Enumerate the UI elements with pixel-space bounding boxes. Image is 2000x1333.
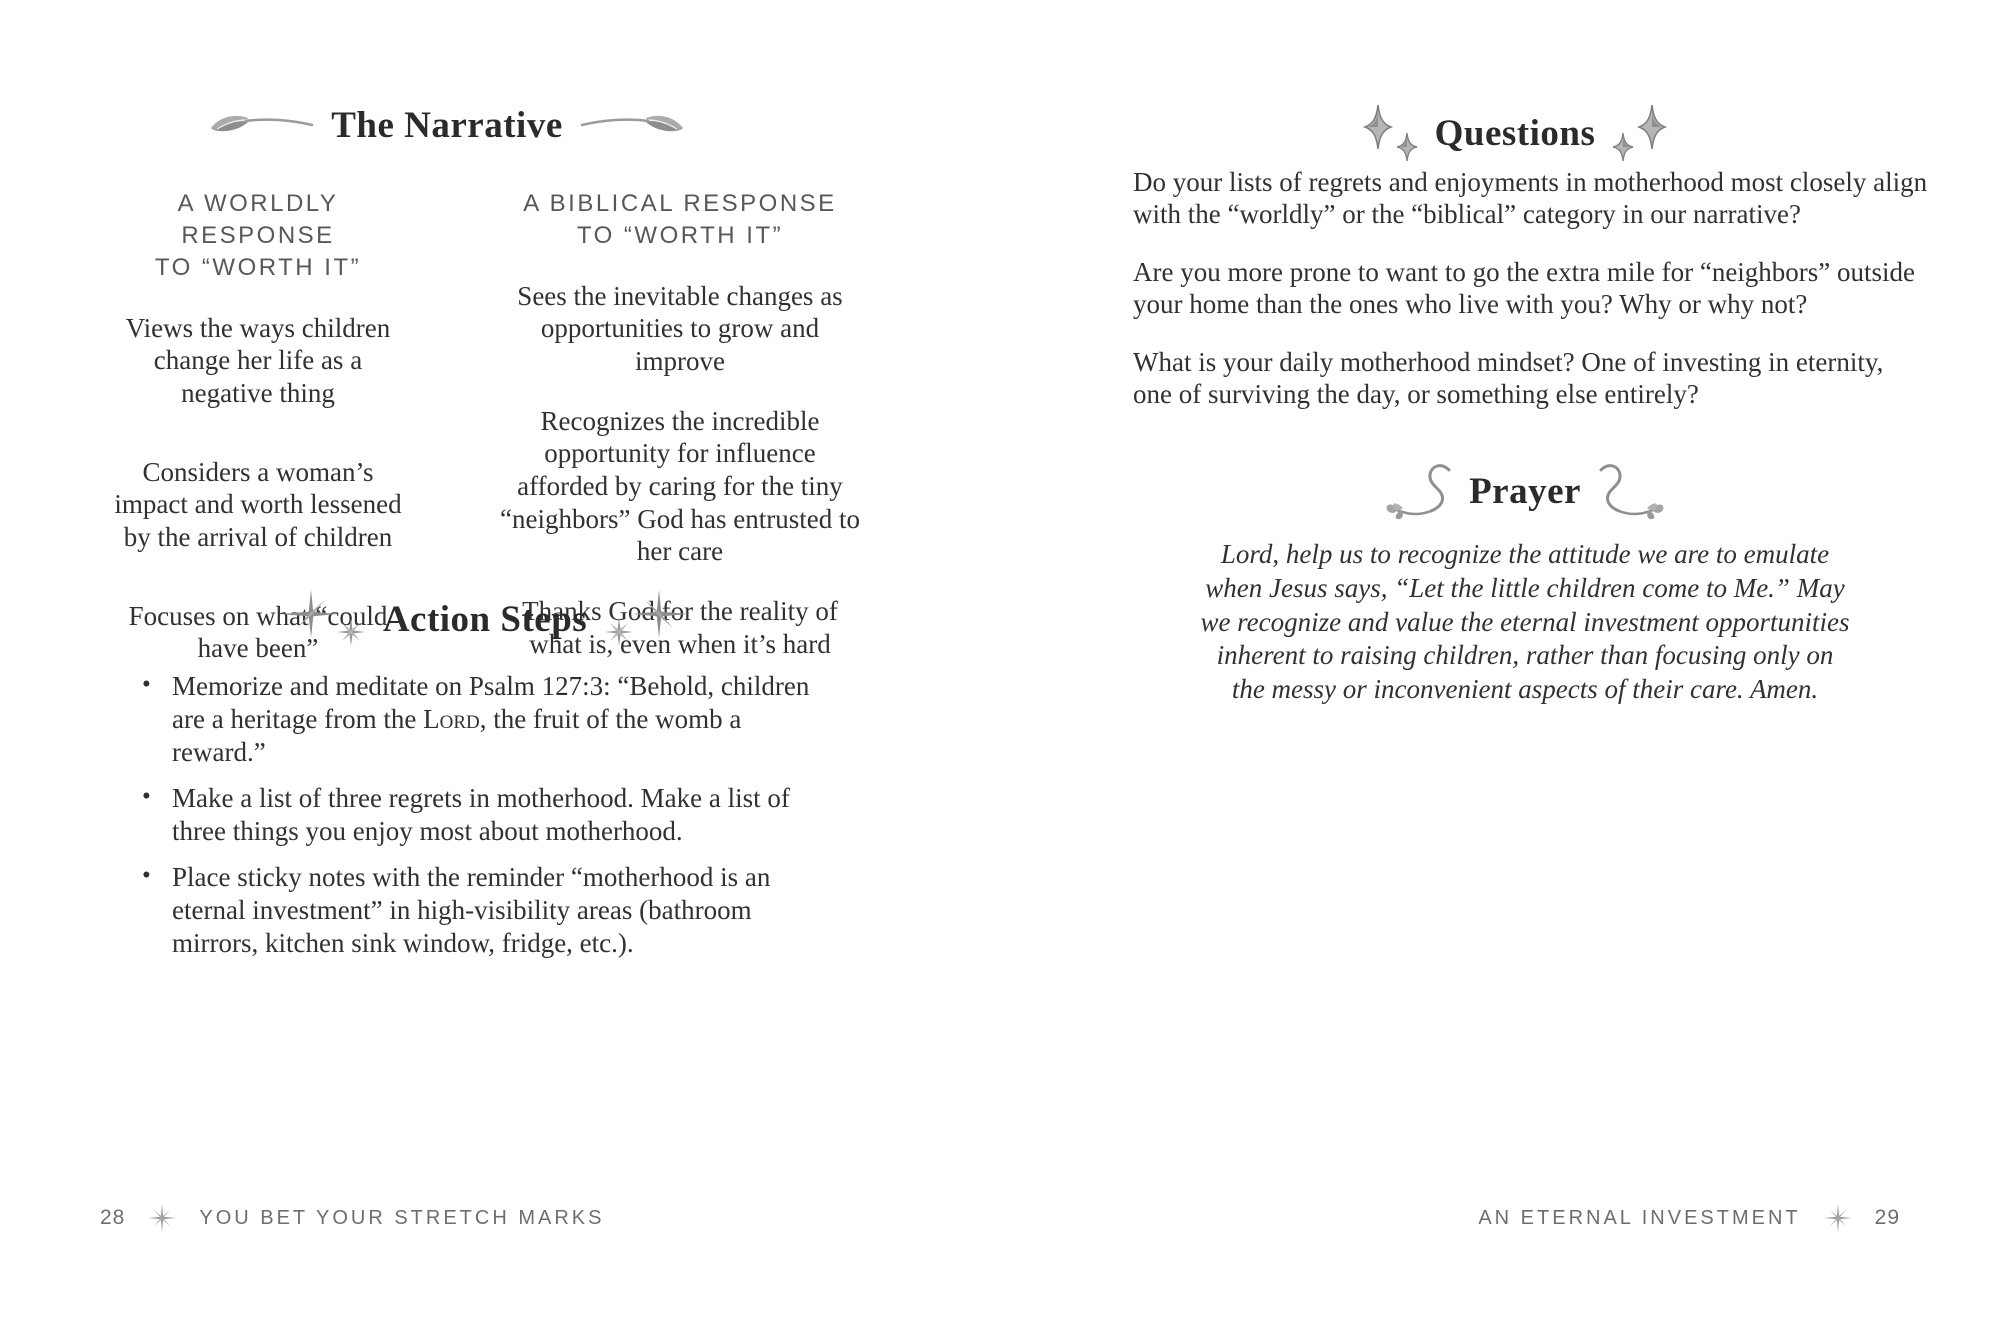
left-page-footer bbox=[100, 1203, 604, 1233]
right-page-number: 29 bbox=[1874, 1206, 1900, 1229]
prayer-line: inherent to raising children, rather than focusing only on bbox=[1216, 640, 1834, 671]
action-step-text-smallcaps: Lord bbox=[423, 703, 480, 734]
worldly-header-line2: TO “WORTH IT” bbox=[154, 253, 362, 281]
action-steps-title: Action Steps bbox=[382, 598, 588, 640]
worldly-item: Focuses on what “could have been” bbox=[128, 600, 388, 664]
worldly-header-line1: A WORLDLY RESPONSE bbox=[177, 190, 339, 249]
question-item: What is your daily motherhood mindset? One of investing in eternity, one of surviving the day, or something else entirely? bbox=[1133, 346, 1884, 409]
action-steps-list bbox=[140, 670, 820, 973]
bullet-icon: • bbox=[142, 671, 151, 698]
action-steps-heading bbox=[185, 588, 785, 650]
prayer-text bbox=[1195, 538, 1855, 707]
questions-heading bbox=[1215, 101, 1815, 165]
prayer-line: Lord, help us to recognize the attitude we are to emulate bbox=[1220, 539, 1830, 569]
prayer-line: we recognize and value the eternal investment opportunities bbox=[1200, 606, 1850, 637]
action-step-item bbox=[140, 782, 820, 848]
bullet-icon: • bbox=[142, 782, 151, 810]
sparkle-stars-icon bbox=[279, 588, 367, 650]
book-title: YOU BET YOUR STRETCH MARKS bbox=[199, 1206, 605, 1229]
biblical-header-line2: TO “WORTH IT” bbox=[576, 221, 784, 249]
vine-flourish-icon bbox=[1383, 462, 1453, 520]
action-step-text-suffix: , the fruit of the womb a reward.” bbox=[172, 703, 742, 767]
question-item: Are you more prone to want to go the extra mile for “neighbors” outside your home than the ones who live with you? Why or why not? bbox=[1133, 256, 1916, 320]
sparkle-stars-icon bbox=[603, 588, 691, 650]
worldly-column-header bbox=[108, 188, 408, 284]
chapter-title: AN ETERNAL INVESTMENT bbox=[1478, 1206, 1801, 1229]
prayer-title: Prayer bbox=[1469, 470, 1581, 512]
sparkle-star-icon bbox=[147, 1203, 177, 1233]
prayer-line: when Jesus says, “Let the little children come to Me.” May bbox=[1205, 572, 1845, 603]
biblical-column-header bbox=[500, 188, 860, 252]
diamond-sparkles-icon bbox=[1611, 101, 1673, 165]
action-step-item bbox=[140, 670, 820, 769]
action-step-text-prefix: Memorize and meditate on Psalm 127:3: “Behold, children are a heritage from the bbox=[172, 671, 810, 734]
action-step-text: Make a list of three regrets in motherhood. Make a list of three things you enjoy most about motherhood. bbox=[172, 782, 790, 846]
right-page-footer bbox=[1478, 1203, 1900, 1233]
question-item: Do your lists of regrets and enjoyments in motherhood most closely align with the “worldly” or the “biblical” category in our narrative? bbox=[1133, 167, 1928, 230]
questions-list bbox=[1133, 166, 1928, 435]
biblical-item: Sees the inevitable changes as opportunities to grow and improve bbox=[517, 280, 843, 377]
worldly-item: Views the ways children change her life as a negative thing bbox=[125, 312, 391, 409]
prayer-line: the messy or inconvenient aspects of their care. Amen. bbox=[1231, 674, 1819, 704]
biblical-item: Thanks God for the reality of what is, even when it’s hard bbox=[522, 596, 838, 659]
leaf-flourish-icon bbox=[579, 111, 687, 141]
action-step-item bbox=[140, 861, 820, 960]
biblical-item: Recognizes the incredible opportunity for influence afforded by caring for the tiny “neighbors” God has entrusted to her care bbox=[500, 405, 860, 567]
bullet-icon: • bbox=[142, 861, 151, 889]
questions-title: Questions bbox=[1434, 112, 1596, 154]
biblical-header-line1: A BIBLICAL RESPONSE bbox=[523, 190, 837, 217]
left-page-number: 28 bbox=[100, 1206, 126, 1229]
worldly-item: Considers a woman’s impact and worth lessened by the arrival of children bbox=[114, 456, 402, 552]
prayer-heading bbox=[1225, 462, 1825, 520]
sparkle-star-icon bbox=[1823, 1203, 1853, 1233]
narrative-heading bbox=[100, 104, 794, 147]
vine-flourish-icon bbox=[1597, 462, 1667, 520]
diamond-sparkles-icon bbox=[1357, 101, 1419, 165]
action-step-text: Place sticky notes with the reminder “motherhood is an eternal investment” in high-visibility areas (bathroom mirrors, kitchen sink window, fridge, etc.). bbox=[172, 861, 771, 958]
leaf-flourish-icon bbox=[207, 111, 315, 141]
narrative-title: The Narrative bbox=[331, 105, 563, 146]
